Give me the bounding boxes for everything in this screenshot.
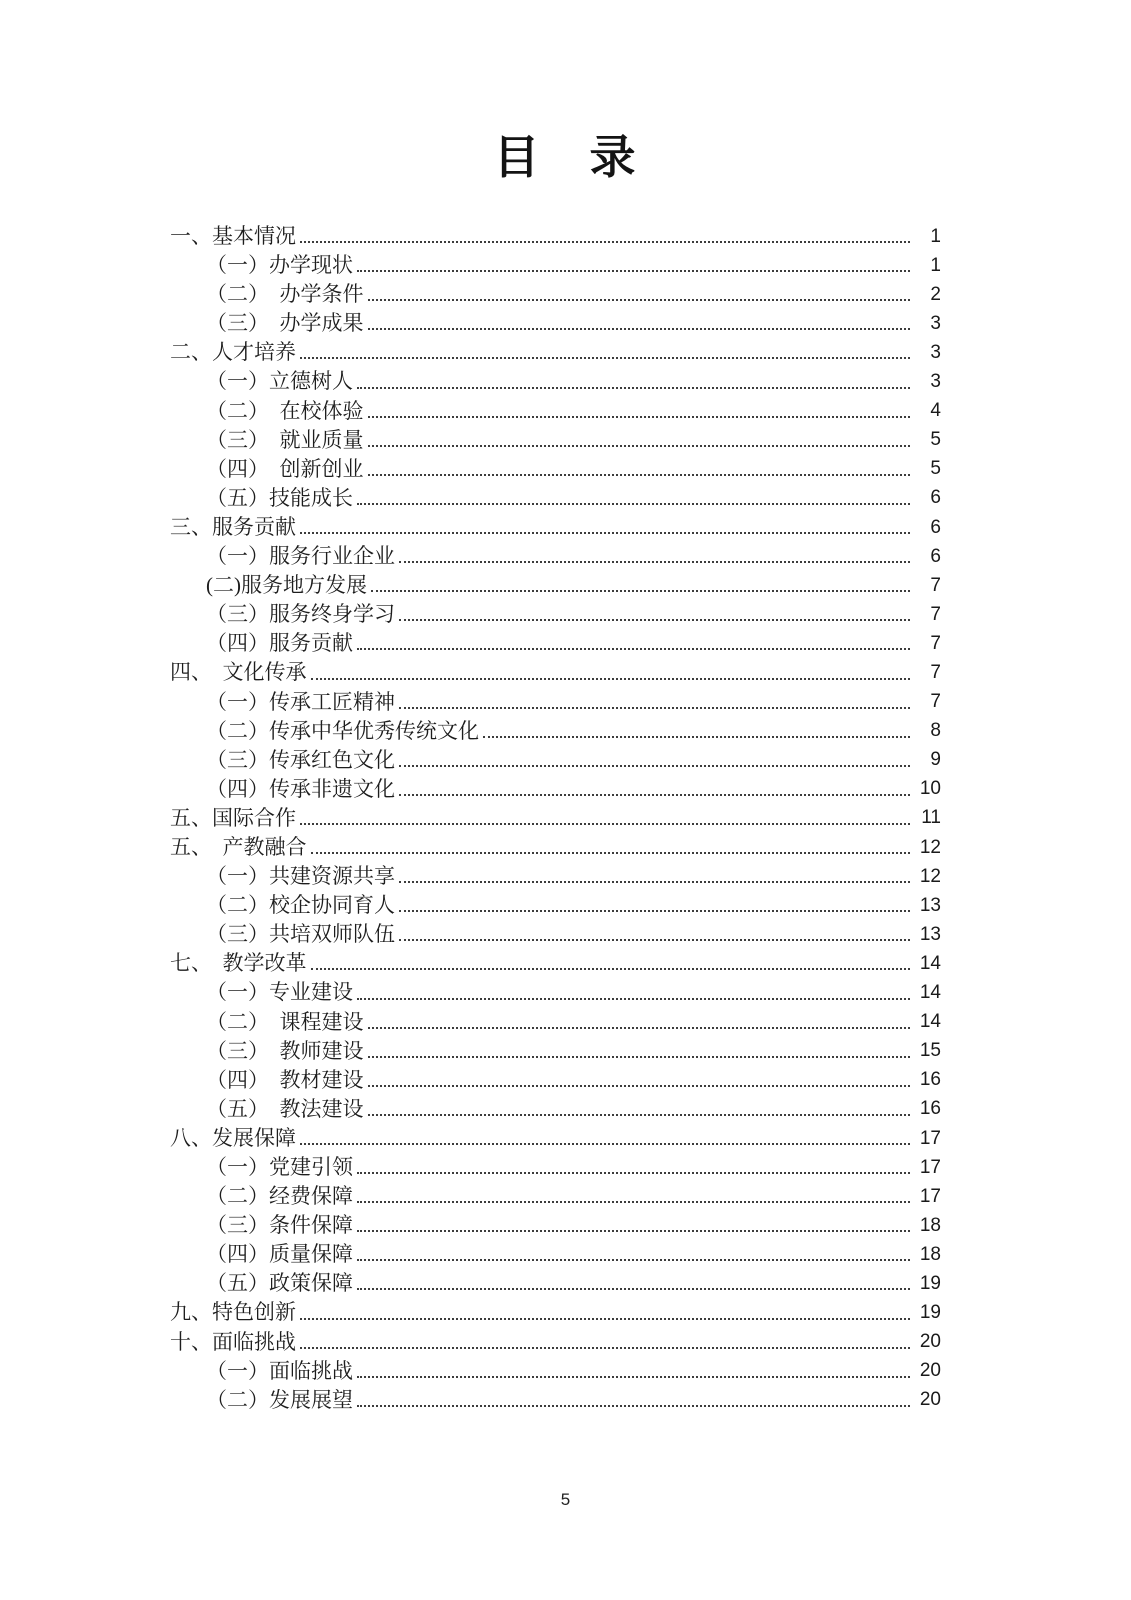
toc-entry-label: （五）技能成长 bbox=[206, 485, 353, 510]
dot-leader-line bbox=[368, 328, 911, 330]
dot-leader-line bbox=[399, 619, 910, 621]
dot-leader-line bbox=[357, 998, 910, 1000]
dot-leader-line bbox=[311, 852, 911, 854]
toc-entry-label: （二）校企协同育人 bbox=[206, 893, 395, 918]
toc-entry-label: （一）党建引领 bbox=[206, 1155, 353, 1179]
toc-entry-page-number: 14 bbox=[919, 952, 941, 974]
toc-entry[interactable] bbox=[170, 1211, 941, 1240]
toc-entry-label: （三）传承红色文化 bbox=[206, 747, 395, 772]
toc-entry[interactable] bbox=[170, 658, 941, 687]
dot-leader-line bbox=[357, 387, 910, 389]
toc-entry-label: （一）传承工匠精神 bbox=[206, 689, 395, 714]
toc-entry-page-number: 13 bbox=[919, 894, 941, 916]
toc-entry[interactable] bbox=[170, 251, 941, 280]
toc-entry-page-number: 6 bbox=[930, 545, 941, 567]
toc-entry-label: （一）专业建设 bbox=[206, 980, 353, 1005]
toc-entry-label: 三、服务贡献 bbox=[170, 514, 296, 539]
toc-entry-page-number: 17 bbox=[919, 1127, 941, 1149]
toc-entry-label: 五、国际合作 bbox=[170, 805, 296, 830]
toc-entry-page-number: 1 bbox=[930, 254, 941, 276]
dot-leader-line bbox=[368, 1056, 911, 1058]
toc-entry-page-number: 17 bbox=[919, 1156, 941, 1178]
toc-entry-page-number: 8 bbox=[930, 720, 941, 742]
dot-leader-line bbox=[300, 241, 910, 243]
toc-entry-label: 一、基本情况 bbox=[170, 224, 296, 248]
toc-entry[interactable] bbox=[170, 309, 941, 338]
toc-entry[interactable] bbox=[170, 978, 941, 1007]
toc-entry-page-number: 7 bbox=[930, 603, 941, 625]
toc-entry-page-number: 10 bbox=[919, 778, 941, 800]
dot-leader-line bbox=[399, 561, 910, 563]
toc-entry-label: 四、 文化传承 bbox=[170, 660, 307, 685]
toc-entry[interactable] bbox=[170, 862, 941, 891]
toc-entry-label: （三）共培双师队伍 bbox=[206, 922, 395, 947]
toc-entry-page-number: 5 bbox=[930, 458, 941, 480]
toc-entry[interactable] bbox=[170, 775, 941, 804]
dot-leader-line bbox=[357, 648, 910, 650]
toc-entry-page-number: 7 bbox=[930, 632, 941, 654]
toc-entry[interactable] bbox=[170, 1124, 941, 1153]
toc-entry[interactable] bbox=[170, 1037, 941, 1066]
toc-entry[interactable] bbox=[170, 746, 941, 775]
toc-entry-page-number: 5 bbox=[930, 429, 941, 451]
dot-leader-line bbox=[399, 910, 910, 912]
toc-entry-page-number: 7 bbox=[930, 574, 941, 596]
toc-entry[interactable] bbox=[170, 1357, 941, 1386]
dot-leader-line bbox=[300, 357, 910, 359]
dot-leader-line bbox=[399, 794, 910, 796]
dot-leader-line bbox=[357, 1405, 910, 1407]
dot-leader-line bbox=[357, 1230, 910, 1232]
toc-entry[interactable] bbox=[170, 688, 941, 717]
page-footer bbox=[0, 1490, 1131, 1510]
toc-entry-label: 八、发展保障 bbox=[170, 1125, 296, 1150]
toc-entry[interactable] bbox=[170, 1328, 941, 1357]
dot-leader-line bbox=[399, 765, 910, 767]
dot-leader-line bbox=[399, 939, 910, 941]
toc-entry-label: （二） 办学条件 bbox=[206, 282, 364, 307]
dot-leader-line bbox=[368, 445, 911, 447]
dot-leader-line bbox=[368, 1114, 911, 1116]
toc-entry-label: （三） 办学成果 bbox=[206, 311, 364, 336]
dot-leader-line bbox=[368, 299, 911, 301]
toc-entry[interactable] bbox=[170, 1386, 941, 1415]
toc-entry-page-number: 14 bbox=[919, 982, 941, 1004]
toc-entry-label: （二）发展展望 bbox=[206, 1387, 353, 1412]
toc-entry-page-number: 20 bbox=[919, 1360, 941, 1382]
toc-entry-label: （一）共建资源共享 bbox=[206, 864, 395, 889]
toc-entry[interactable] bbox=[170, 804, 941, 833]
toc-entry-label: 二、人才培养 bbox=[170, 340, 296, 365]
page-title: 目 录 bbox=[493, 132, 638, 183]
toc-entry-label: （四） 教材建设 bbox=[206, 1067, 364, 1092]
toc-entry[interactable] bbox=[170, 920, 941, 949]
dot-leader-line bbox=[399, 707, 910, 709]
toc-entry-label: （四）传承非遗文化 bbox=[206, 776, 395, 801]
toc-entry[interactable] bbox=[170, 891, 941, 920]
dot-leader-line bbox=[357, 1259, 910, 1261]
toc-entry-page-number: 18 bbox=[919, 1214, 941, 1236]
toc-entry[interactable] bbox=[170, 600, 941, 629]
toc-entry[interactable] bbox=[170, 1298, 941, 1327]
toc-entry[interactable] bbox=[170, 1066, 941, 1095]
dot-leader-line bbox=[311, 968, 911, 970]
toc-entry-label: （三） 就业质量 bbox=[206, 427, 364, 452]
dot-leader-line bbox=[357, 1201, 910, 1203]
toc-entry-page-number: 2 bbox=[930, 283, 941, 305]
toc-entry-page-number: 9 bbox=[930, 749, 941, 771]
dot-leader-line bbox=[357, 503, 910, 505]
toc-entry-label: （四）质量保障 bbox=[206, 1242, 353, 1267]
toc-entry[interactable] bbox=[170, 833, 941, 862]
toc-entry-page-number: 15 bbox=[919, 1040, 941, 1062]
toc-entry-page-number: 16 bbox=[919, 1069, 941, 1091]
toc-entry-label: （二）经费保障 bbox=[206, 1184, 353, 1209]
toc-entry-label: （四） 创新创业 bbox=[206, 456, 364, 481]
toc-entry-page-number: 12 bbox=[919, 865, 941, 887]
toc-entry[interactable] bbox=[170, 1153, 941, 1182]
toc-entry-label: (二)服务地方发展 bbox=[206, 573, 367, 598]
toc-entry-label: （二） 课程建设 bbox=[206, 1009, 364, 1034]
toc-entry[interactable] bbox=[170, 1008, 941, 1037]
dot-leader-line bbox=[300, 1318, 910, 1320]
toc-entry[interactable] bbox=[170, 542, 941, 571]
toc-entry[interactable] bbox=[170, 222, 941, 251]
toc-entry[interactable] bbox=[170, 280, 941, 309]
toc-list bbox=[170, 222, 941, 1415]
toc-entry-page-number: 6 bbox=[930, 487, 941, 509]
toc-entry[interactable] bbox=[170, 484, 941, 513]
toc-entry-label: （五）政策保障 bbox=[206, 1271, 353, 1296]
toc-entry-label: （三）条件保障 bbox=[206, 1213, 353, 1238]
dot-leader-line bbox=[368, 474, 911, 476]
toc-entry-page-number: 17 bbox=[919, 1185, 941, 1207]
toc-entry[interactable] bbox=[170, 367, 941, 396]
toc-entry-page-number: 7 bbox=[930, 662, 941, 683]
toc-entry-page-number: 18 bbox=[919, 1243, 941, 1265]
dot-leader-line bbox=[483, 736, 910, 738]
toc-entry-page-number: 14 bbox=[919, 1011, 941, 1033]
toc-entry-label: （四）服务贡献 bbox=[206, 631, 353, 656]
toc-entry-label: 十、面临挑战 bbox=[170, 1329, 296, 1354]
toc-entry[interactable] bbox=[170, 949, 941, 978]
toc-entry-page-number: 20 bbox=[919, 1331, 941, 1353]
toc-entry-page-number: 19 bbox=[919, 1272, 941, 1294]
toc-entry-page-number: 7 bbox=[930, 691, 941, 713]
toc-entry-page-number: 3 bbox=[930, 341, 941, 363]
toc-entry-page-number: 3 bbox=[930, 312, 941, 334]
toc-entry-page-number: 6 bbox=[930, 516, 941, 538]
toc-entry-label: （五） 教法建设 bbox=[206, 1096, 364, 1121]
toc-entry-label: （二）传承中华优秀传统文化 bbox=[206, 718, 479, 743]
dot-leader-line bbox=[357, 1172, 910, 1174]
toc-entry-page-number: 3 bbox=[930, 371, 941, 393]
toc-entry[interactable] bbox=[170, 717, 941, 746]
dot-leader-line bbox=[300, 532, 910, 534]
footer-page-number: 5 bbox=[560, 1490, 571, 1509]
toc-entry-page-number: 13 bbox=[919, 923, 941, 945]
toc-entry-label: （三） 教师建设 bbox=[206, 1038, 364, 1063]
toc-entry-label: （一）服务行业企业 bbox=[206, 544, 395, 569]
toc-entry-label: 九、特色创新 bbox=[170, 1300, 296, 1325]
dot-leader-line bbox=[357, 270, 910, 272]
dot-leader-line bbox=[371, 590, 910, 592]
toc-entry-label: （三）服务终身学习 bbox=[206, 602, 395, 627]
toc-entry-label: 五、 产教融合 bbox=[170, 834, 307, 859]
toc-entry-page-number: 12 bbox=[919, 836, 941, 858]
toc-entry[interactable] bbox=[170, 571, 941, 600]
toc-entry[interactable] bbox=[170, 338, 941, 367]
toc-entry-page-number: 16 bbox=[919, 1098, 941, 1120]
dot-leader-line bbox=[357, 1288, 910, 1290]
dot-leader-line bbox=[357, 1376, 910, 1378]
dot-leader-line bbox=[368, 1027, 911, 1029]
dot-leader-line bbox=[300, 1347, 910, 1349]
toc-entry-label: （二） 在校体验 bbox=[206, 398, 364, 423]
toc-entry-page-number: 1 bbox=[930, 225, 941, 247]
toc-entry[interactable] bbox=[170, 1240, 941, 1269]
toc-entry-label: （一）办学现状 bbox=[206, 253, 353, 278]
toc-entry-label: 七、 教学改革 bbox=[170, 951, 307, 976]
toc-entry-label: （一）立德树人 bbox=[206, 369, 353, 394]
toc-entry-page-number: 4 bbox=[930, 400, 941, 422]
toc-entry-page-number: 19 bbox=[919, 1302, 941, 1324]
toc-entry-page-number: 11 bbox=[921, 807, 941, 829]
dot-leader-line bbox=[368, 1085, 911, 1087]
toc-entry[interactable] bbox=[170, 513, 941, 542]
dot-leader-line bbox=[311, 678, 911, 680]
dot-leader-line bbox=[300, 1143, 910, 1145]
toc-entry[interactable] bbox=[170, 629, 941, 658]
toc-entry-label: （一）面临挑战 bbox=[206, 1358, 353, 1383]
toc-entry-page-number: 20 bbox=[919, 1389, 941, 1411]
toc-entry[interactable] bbox=[170, 1269, 941, 1298]
toc-entry[interactable] bbox=[170, 426, 941, 455]
toc-entry[interactable] bbox=[170, 1182, 941, 1211]
dot-leader-line bbox=[300, 823, 910, 825]
toc-entry[interactable] bbox=[170, 397, 941, 426]
toc-entry[interactable] bbox=[170, 1095, 941, 1124]
toc-entry[interactable] bbox=[170, 455, 941, 484]
dot-leader-line bbox=[399, 881, 910, 883]
dot-leader-line bbox=[368, 416, 911, 418]
